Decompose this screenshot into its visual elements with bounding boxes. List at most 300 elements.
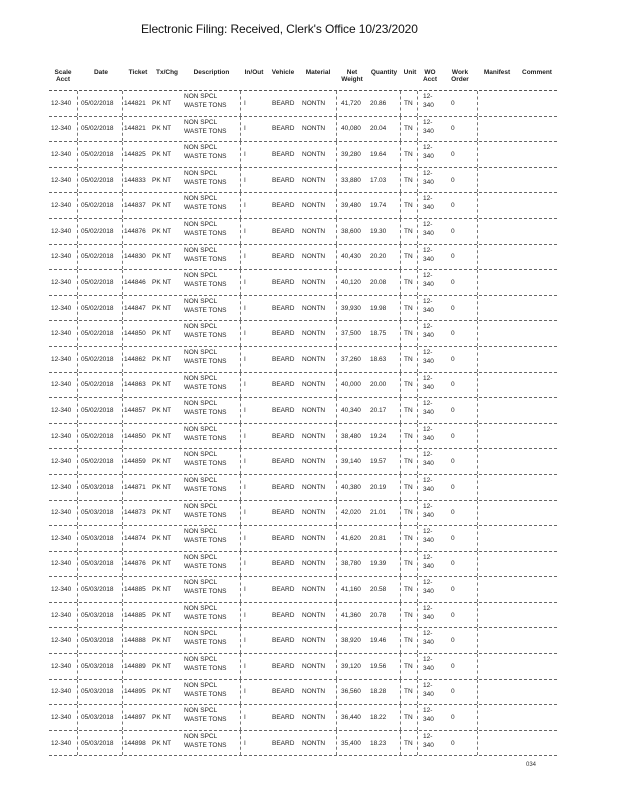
cell-qty: 19.24: [370, 432, 387, 440]
cell-work: 0: [451, 381, 455, 389]
column-divider: [400, 501, 401, 526]
header-label: Unit: [403, 69, 417, 76]
header-material: [300, 69, 336, 76]
table-row: [49, 526, 557, 552]
wo-acct-line: 340: [423, 613, 434, 621]
wo-acct-line: 340: [423, 178, 434, 186]
column-divider: [336, 193, 337, 218]
cell-net: 37,260: [341, 355, 361, 363]
column-divider: [477, 193, 478, 218]
column-divider: [477, 705, 478, 730]
column-divider: [417, 449, 418, 474]
cell-qty: 19.98: [370, 304, 387, 312]
cell-vehicle: BEARD: [272, 330, 295, 338]
column-divider: [417, 219, 418, 244]
cell-material: NONTN: [302, 355, 326, 363]
cell-qty: 19.30: [370, 227, 387, 235]
column-divider: [240, 449, 241, 474]
cell-date: 05/02/2018: [81, 304, 114, 312]
column-divider: [477, 731, 478, 756]
column-divider: [336, 475, 337, 500]
cell-acct: 12-340: [51, 176, 72, 184]
column-divider: [477, 91, 478, 116]
column-divider: [477, 117, 478, 142]
cell-vehicle: BEARD: [272, 278, 295, 286]
wo-acct-line: 340: [423, 127, 434, 135]
cell-inout: I: [244, 330, 246, 338]
description-line: NON SPCL: [184, 604, 218, 612]
cell-ticket: 144898: [124, 739, 146, 747]
cell-net: 40,430: [341, 253, 361, 261]
cell-date: 05/02/2018: [81, 202, 114, 210]
cell-acct: 12-340: [51, 99, 72, 107]
wo-acct-line: 12-: [423, 400, 433, 408]
column-divider: [77, 577, 78, 602]
column-divider: [77, 142, 78, 167]
cell-unit: TN: [404, 483, 413, 491]
column-divider: [77, 91, 78, 116]
cell-acct: 12-340: [51, 253, 72, 261]
wo-acct-line: 12-: [423, 272, 433, 280]
cell-inout: I: [244, 125, 246, 133]
column-divider: [400, 603, 401, 628]
header-label-2: Order: [451, 76, 469, 83]
wo-acct-line: 12-: [423, 681, 433, 689]
column-divider: [240, 347, 241, 372]
column-divider: [477, 347, 478, 372]
wo-acct-line: 340: [423, 306, 434, 314]
wo-acct-line: 12-: [423, 425, 433, 433]
cell-material: NONTN: [302, 714, 326, 722]
column-divider: [336, 424, 337, 449]
description-line: NON SPCL: [184, 656, 218, 664]
column-divider: [336, 705, 337, 730]
cell-inout: I: [244, 304, 246, 312]
cell-description: [184, 143, 227, 161]
wo-acct-line: 340: [423, 255, 434, 263]
column-divider: [336, 270, 337, 295]
column-divider: [122, 168, 123, 193]
cell-inout: I: [244, 637, 246, 645]
description-line: WASTE TONS: [184, 537, 227, 545]
cell-date: 05/02/2018: [81, 381, 114, 389]
cell-wo-acct: [423, 143, 434, 161]
description-line: WASTE TONS: [184, 588, 227, 596]
column-divider: [122, 398, 123, 423]
cell-wo-acct: [423, 476, 434, 494]
cell-vehicle: BEARD: [272, 355, 295, 363]
column-divider: [77, 117, 78, 142]
cell-material: NONTN: [302, 509, 326, 517]
wo-acct-line: 340: [423, 102, 434, 109]
description-line: NON SPCL: [184, 707, 218, 715]
column-divider: [240, 501, 241, 526]
description-line: WASTE TONS: [184, 383, 227, 391]
description-line: NON SPCL: [184, 502, 218, 510]
wo-acct-line: 340: [423, 741, 434, 749]
cell-vehicle: BEARD: [272, 483, 295, 491]
cell-tx: PK NT: [152, 176, 172, 184]
column-divider: [77, 628, 78, 653]
cell-inout: I: [244, 560, 246, 568]
wo-acct-line: 12-: [423, 732, 433, 740]
header-unit: [402, 69, 418, 76]
column-divider: [400, 168, 401, 193]
wo-acct-line: 340: [423, 409, 434, 417]
column-divider: [240, 705, 241, 730]
column-divider: [122, 526, 123, 551]
cell-net: 38,780: [341, 560, 361, 568]
column-divider: [336, 628, 337, 653]
column-divider: [400, 321, 401, 346]
wo-acct-line: 12-: [423, 656, 433, 664]
cell-work: 0: [451, 534, 455, 542]
column-divider: [240, 296, 241, 321]
cell-qty: 20.00: [370, 381, 387, 389]
column-divider: [417, 245, 418, 270]
cell-date: 05/03/2018: [81, 714, 114, 722]
header-label: Vehicle: [271, 69, 295, 76]
wo-acct-line: 340: [423, 562, 434, 570]
cell-acct: 12-340: [51, 688, 72, 696]
cell-net: 39,120: [341, 662, 361, 670]
weigh-ticket-table: [49, 67, 557, 756]
column-divider: [336, 142, 337, 167]
cell-tx: PK NT: [152, 509, 172, 517]
cell-ticket: 144885: [124, 586, 146, 594]
column-divider: [477, 398, 478, 423]
column-divider: [417, 398, 418, 423]
cell-date: 05/03/2018: [81, 611, 114, 619]
cell-net: 40,080: [341, 125, 361, 133]
cell-acct: 12-340: [51, 432, 72, 440]
cell-ticket: 144874: [124, 534, 146, 542]
cell-vehicle: BEARD: [272, 637, 295, 645]
column-divider: [240, 731, 241, 756]
cell-ticket: 144871: [124, 483, 146, 491]
cell-unit: TN: [404, 611, 413, 619]
column-divider: [477, 219, 478, 244]
cell-date: 05/03/2018: [81, 534, 114, 542]
table-row: [49, 373, 557, 399]
cell-description: [184, 732, 227, 750]
cell-wo-acct: [423, 118, 434, 136]
cell-unit: TN: [404, 586, 413, 594]
cell-wo-acct: [423, 297, 434, 315]
cell-wo-acct: [423, 425, 434, 443]
cell-date: 05/02/2018: [81, 150, 114, 158]
table-row: [49, 168, 557, 194]
cell-work: 0: [451, 739, 455, 747]
wo-acct-line: 340: [423, 537, 434, 545]
description-line: NON SPCL: [184, 681, 218, 689]
table-row: [49, 424, 557, 450]
cell-tx: PK NT: [152, 560, 172, 568]
column-divider: [336, 347, 337, 372]
cell-work: 0: [451, 637, 455, 645]
cell-work: 0: [451, 509, 455, 517]
column-divider: [400, 449, 401, 474]
column-divider: [477, 245, 478, 270]
cell-unit: TN: [404, 304, 413, 312]
cell-vehicle: BEARD: [272, 611, 295, 619]
column-divider: [336, 245, 337, 270]
description-line: NON SPCL: [184, 144, 218, 152]
cell-tx: PK NT: [152, 688, 172, 696]
cell-date: 05/02/2018: [81, 125, 114, 133]
description-line: NON SPCL: [184, 400, 218, 408]
column-divider: [417, 475, 418, 500]
cell-vehicle: BEARD: [272, 432, 295, 440]
cell-inout: I: [244, 278, 246, 286]
table-row: [49, 142, 557, 168]
column-divider: [122, 321, 123, 346]
cell-date: 05/02/2018: [81, 432, 114, 440]
cell-ticket: 144821: [124, 99, 146, 107]
column-divider: [240, 628, 241, 653]
column-divider: [336, 373, 337, 398]
cell-work: 0: [451, 432, 455, 440]
cell-vehicle: BEARD: [272, 304, 295, 312]
cell-tx: PK NT: [152, 99, 172, 107]
cell-tx: PK NT: [152, 586, 172, 594]
column-divider: [240, 654, 241, 679]
cell-qty: 19.46: [370, 637, 387, 645]
cell-wo-acct: [423, 681, 434, 699]
cell-wo-acct: [423, 169, 434, 187]
cell-ticket: 144857: [124, 406, 146, 414]
wo-acct-line: 340: [423, 460, 434, 468]
column-divider: [417, 142, 418, 167]
cell-net: 40,120: [341, 278, 361, 286]
column-divider: [240, 577, 241, 602]
cell-unit: TN: [404, 253, 413, 261]
column-divider: [240, 142, 241, 167]
cell-vehicle: BEARD: [272, 406, 295, 414]
header-comment: [517, 69, 557, 76]
column-divider: [77, 449, 78, 474]
cell-description: [184, 118, 227, 136]
cell-qty: 20.86: [370, 99, 387, 107]
cell-description: [184, 322, 227, 340]
column-divider: [336, 501, 337, 526]
cell-description: [184, 246, 227, 264]
cell-work: 0: [451, 99, 455, 107]
column-divider: [417, 193, 418, 218]
column-divider: [400, 705, 401, 730]
wo-acct-line: 12-: [423, 144, 433, 152]
cell-work: 0: [451, 227, 455, 235]
description-line: WASTE TONS: [184, 178, 227, 186]
column-divider: [400, 296, 401, 321]
cell-qty: 18.28: [370, 688, 387, 696]
cell-work: 0: [451, 330, 455, 338]
cell-net: 42,020: [341, 509, 361, 517]
column-divider: [417, 552, 418, 577]
page-number: 034: [526, 762, 537, 768]
column-divider: [400, 117, 401, 142]
description-line: WASTE TONS: [184, 665, 227, 673]
table-row: [49, 475, 557, 501]
column-divider: [417, 705, 418, 730]
column-divider: [122, 424, 123, 449]
column-divider: [400, 680, 401, 705]
cell-material: NONTN: [302, 458, 326, 466]
cell-date: 05/02/2018: [81, 406, 114, 414]
wo-acct-line: 12-: [423, 246, 433, 254]
column-divider: [122, 296, 123, 321]
column-divider: [240, 475, 241, 500]
cell-material: NONTN: [302, 483, 326, 491]
column-divider: [417, 577, 418, 602]
column-divider: [477, 603, 478, 628]
cell-unit: TN: [404, 278, 413, 286]
description-line: NON SPCL: [184, 93, 218, 100]
cell-tx: PK NT: [152, 739, 172, 747]
column-divider: [417, 373, 418, 398]
column-divider: [240, 373, 241, 398]
description-line: NON SPCL: [184, 246, 218, 254]
column-divider: [400, 193, 401, 218]
column-divider: [122, 705, 123, 730]
column-divider: [77, 270, 78, 295]
cell-tx: PK NT: [152, 304, 172, 312]
description-line: WASTE TONS: [184, 102, 227, 109]
column-divider: [417, 526, 418, 551]
column-divider: [122, 501, 123, 526]
header-label: Scale: [54, 69, 72, 76]
description-line: WASTE TONS: [184, 613, 227, 621]
column-divider: [417, 347, 418, 372]
column-divider: [400, 219, 401, 244]
cell-work: 0: [451, 125, 455, 133]
header-work: [445, 69, 475, 83]
cell-net: 37,500: [341, 330, 361, 338]
column-divider: [417, 731, 418, 756]
description-line: NON SPCL: [184, 323, 218, 331]
column-divider: [122, 680, 123, 705]
cell-material: NONTN: [302, 278, 326, 286]
description-line: WASTE TONS: [184, 255, 227, 263]
cell-ticket: 144885: [124, 611, 146, 619]
cell-vehicle: BEARD: [272, 739, 295, 747]
cell-inout: I: [244, 355, 246, 363]
column-divider: [77, 373, 78, 398]
cell-acct: 12-340: [51, 304, 72, 312]
cell-qty: 19.39: [370, 560, 387, 568]
cell-description: [184, 92, 227, 110]
cell-tx: PK NT: [152, 253, 172, 261]
column-divider: [400, 628, 401, 653]
cell-unit: TN: [404, 227, 413, 235]
cell-material: NONTN: [302, 662, 326, 670]
description-line: WASTE TONS: [184, 460, 227, 468]
cell-wo-acct: [423, 220, 434, 238]
cell-material: NONTN: [302, 611, 326, 619]
cell-material: NONTN: [302, 99, 326, 107]
cell-date: 05/03/2018: [81, 560, 114, 568]
cell-ticket: 144825: [124, 150, 146, 158]
header-ticket: [124, 69, 152, 76]
cell-unit: TN: [404, 330, 413, 338]
cell-acct: 12-340: [51, 202, 72, 210]
cell-date: 05/02/2018: [81, 278, 114, 286]
column-divider: [417, 424, 418, 449]
column-divider: [122, 654, 123, 679]
cell-tx: PK NT: [152, 714, 172, 722]
description-line: NON SPCL: [184, 630, 218, 638]
cell-acct: 12-340: [51, 586, 72, 594]
column-divider: [77, 475, 78, 500]
cell-material: NONTN: [302, 637, 326, 645]
wo-acct-line: 340: [423, 229, 434, 237]
table-row: [49, 552, 557, 578]
cell-unit: TN: [404, 662, 413, 670]
description-line: NON SPCL: [184, 553, 218, 561]
cell-description: [184, 502, 227, 520]
column-divider: [240, 424, 241, 449]
filing-stamp: Electronic Filing: Received, Clerk's Office 10/23/2020: [141, 22, 418, 36]
cell-description: [184, 169, 227, 187]
column-divider: [122, 245, 123, 270]
cell-ticket: 144850: [124, 432, 146, 440]
column-divider: [417, 501, 418, 526]
cell-date: 05/03/2018: [81, 662, 114, 670]
table-body: [49, 91, 557, 756]
cell-wo-acct: [423, 553, 434, 571]
cell-net: 38,920: [341, 637, 361, 645]
description-line: WASTE TONS: [184, 716, 227, 724]
cell-work: 0: [451, 202, 455, 210]
header-wo: [419, 69, 441, 83]
cell-vehicle: BEARD: [272, 509, 295, 517]
column-divider: [240, 91, 241, 116]
description-line: WASTE TONS: [184, 281, 227, 289]
cell-wo-acct: [423, 604, 434, 622]
cell-net: 40,000: [341, 381, 361, 389]
cell-material: NONTN: [302, 330, 326, 338]
column-divider: [417, 296, 418, 321]
table-row: [49, 705, 557, 731]
column-divider: [77, 552, 78, 577]
cell-tx: PK NT: [152, 227, 172, 235]
column-divider: [240, 321, 241, 346]
column-divider: [240, 168, 241, 193]
column-divider: [400, 424, 401, 449]
header-label: Date: [93, 69, 109, 76]
cell-qty: 20.78: [370, 611, 387, 619]
column-divider: [417, 117, 418, 142]
header-label: Tx/Chg: [155, 69, 179, 76]
wo-acct-line: 12-: [423, 374, 433, 382]
wo-acct-line: 340: [423, 281, 434, 289]
column-divider: [77, 705, 78, 730]
wo-acct-line: 340: [423, 204, 434, 212]
column-divider: [477, 475, 478, 500]
cell-unit: TN: [404, 560, 413, 568]
cell-material: NONTN: [302, 202, 326, 210]
cell-qty: 20.58: [370, 586, 387, 594]
cell-tx: PK NT: [152, 150, 172, 158]
column-divider: [122, 91, 123, 116]
column-divider: [77, 398, 78, 423]
description-line: NON SPCL: [184, 476, 218, 484]
column-divider: [77, 245, 78, 270]
cell-vehicle: BEARD: [272, 125, 295, 133]
header-manifest: [479, 69, 515, 76]
description-line: NON SPCL: [184, 425, 218, 433]
cell-unit: TN: [404, 688, 413, 696]
